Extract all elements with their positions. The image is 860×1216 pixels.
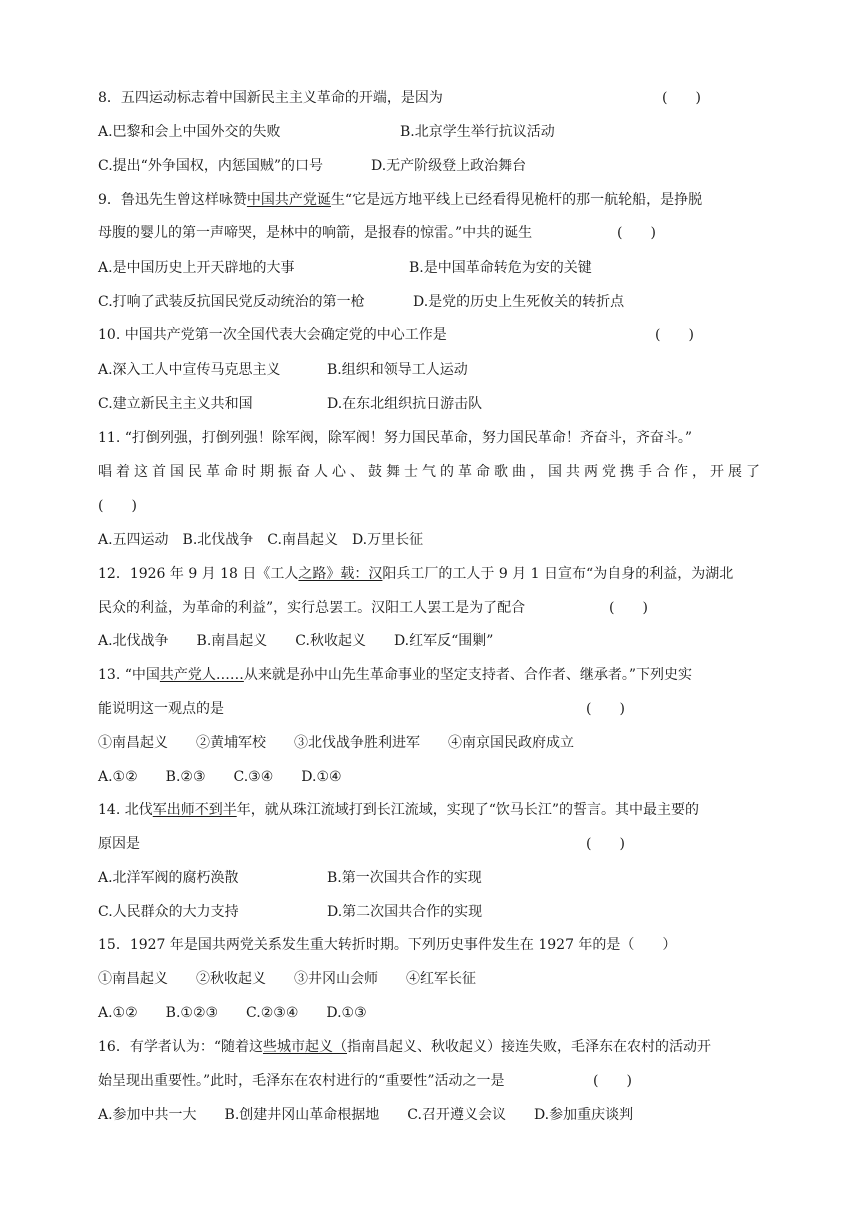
q11-line2-char: 气 <box>422 464 436 480</box>
q11-line2-char: 时 <box>242 464 256 480</box>
q16-stem-line1 <box>98 1037 711 1057</box>
q9-stem-pre: 9．鲁迅先生曾这样咏赞 <box>98 192 247 208</box>
q11-line2-char: 这 <box>134 464 148 480</box>
q12-stem-pre: 12．1926 年 9 月 18 日《工人 <box>98 566 299 582</box>
q11-line2-char: 舞 <box>386 464 400 480</box>
q8-option-d: D.无产阶级登上政治舞台 <box>371 158 527 174</box>
q14-stem-line2: 原因是 <box>98 836 140 852</box>
q9-stem-line2: 母腹的婴儿的第一声啼哭，是林中的响箭，是报春的惊雷。”中共的诞生 <box>98 225 533 241</box>
q12-stem-line2: 民众的利益，为革命的利益”，实行总罢工。汉阳工人罢工是为了配合 <box>98 600 526 616</box>
q11-line2-char: 期 <box>260 464 274 480</box>
q11-line2-char: 命 <box>224 464 238 480</box>
q11-line2-char: 作 <box>674 464 688 480</box>
q11-line2-char: 国 <box>170 464 184 480</box>
q11-line2-char: 奋 <box>296 464 310 480</box>
q11-answer-blank: ( ) <box>98 498 137 514</box>
q8-answer-blank: ( ) <box>662 90 701 106</box>
q10-option-d: D.在东北组织抗日游击队 <box>327 396 483 412</box>
q11-line2-char: 手 <box>638 464 652 480</box>
q12-stem-line1 <box>98 564 733 584</box>
q11-line2-char: 人 <box>314 464 328 480</box>
q11-line2-char: 共 <box>566 464 580 480</box>
q16-options: A.参加中共一大 B.创建井冈山革命根据地 C.召开遵义会议 D.参加重庆谈判 <box>98 1107 634 1123</box>
q11-line2-char: 开 <box>710 464 724 480</box>
q11-line2-char: 士 <box>404 464 418 480</box>
q14-stem-underlined: 军出师不到半 <box>152 802 237 818</box>
q10-stem: 10. 中国共产党第一次全国代表大会确定党的中心工作是 <box>98 327 447 343</box>
q11-line2-char: 合 <box>656 464 670 480</box>
q16-stem-post: 指南昌起义、秋收起义）接连失败，毛泽东在农村的活动开 <box>346 1039 711 1055</box>
q9-option-b: B.是中国革命转危为安的关键 <box>409 260 592 276</box>
q14-stem-line1 <box>98 800 699 820</box>
q11-line2-char: 了 <box>746 464 760 480</box>
q15-stem: 15．1927 年是国共两党关系发生重大转折时期。下列历史事件发生在 1927 年的是（ ） <box>98 937 677 953</box>
q16-stem-line2: 始呈现出重要性。”此时，毛泽东在农村进行的“重要性”活动之一是 <box>98 1073 505 1089</box>
q11-line2-char: ， <box>692 464 706 480</box>
q10-answer-blank: ( ) <box>655 327 694 343</box>
q10-option-b: B.组织和领导工人运动 <box>327 362 468 378</box>
q8-stem: 8．五四运动标志着中国新民主主义革命的开端，是因为 <box>98 90 443 106</box>
q10-option-c: C.建立新民主主义共和国 <box>98 396 253 412</box>
q11-line2-char: 首 <box>152 464 166 480</box>
q11-stem-line1: 11. “打倒列强，打倒列强！除军阀，除军阀！努力国民革命，努力国民革命！齐奋斗，齐奋斗。” <box>98 430 693 446</box>
q11-line2-char: 歌 <box>494 464 508 480</box>
q9-answer-blank: ( ) <box>617 225 656 241</box>
q11-line2-char: 党 <box>602 464 616 480</box>
q8-option-b: B.北京学生举行抗议活动 <box>400 124 555 140</box>
q11-line2-char: 命 <box>476 464 490 480</box>
q13-items: ①南昌起义 ②黄埔军校 ③北伐战争胜利进军 ④南京国民政府成立 <box>98 735 574 751</box>
q11-options: A.五四运动 B.北伐战争 C.南昌起义 D.万里长征 <box>98 532 424 548</box>
q16-answer-blank: ( ) <box>593 1073 632 1089</box>
q16-stem-pre: 16．有学者认为：“随着这 <box>98 1039 263 1055</box>
q13-stem-pre: 13. “中国 <box>98 667 160 683</box>
q13-answer-blank: ( ) <box>586 701 625 717</box>
q14-answer-blank: ( ) <box>586 836 625 852</box>
q11-line2-char: 心 <box>332 464 346 480</box>
q11-line2-char: 革 <box>458 464 472 480</box>
q12-options: A.北伐战争 B.南昌起义 C.秋收起义 D.红军反“围剿” <box>98 633 494 649</box>
q8-option-a: A.巴黎和会上中国外交的失败 <box>98 124 281 140</box>
q11-line2-char: 着 <box>116 464 130 480</box>
q14-stem-pre: 14. 北伐 <box>98 802 153 818</box>
q16-stem-underlined: 些城市起义（ <box>262 1039 347 1055</box>
q15-items: ①南昌起义 ②秋收起义 ③井冈山会师 ④红军长征 <box>98 971 476 987</box>
q11-line2-char: 唱 <box>98 464 112 480</box>
q9-option-d: D.是党的历史上生死攸关的转折点 <box>413 294 625 310</box>
q11-stem-line2 <box>98 462 760 482</box>
q11-line2-char: ， <box>530 464 544 480</box>
q11-line2-char: 两 <box>584 464 598 480</box>
q13-stem-line1 <box>98 665 692 685</box>
q11-line2-char: 、 <box>350 464 364 480</box>
q11-line2-char: 曲 <box>512 464 526 480</box>
q12-stem-underlined: 之路》载：汉 <box>298 566 383 582</box>
q9-stem-post: 生“它是远方地平线上已经看得见桅杆的那一航轮船，是挣脱 <box>330 192 703 208</box>
q15-options: A.①② B.①②③ C.②③④ D.①③ <box>98 1005 367 1021</box>
q14-option-c: C.人民群众的大力支持 <box>98 904 239 920</box>
q11-line2-char: 展 <box>728 464 742 480</box>
q14-option-d: D.第二次国共合作的实现 <box>327 904 483 920</box>
q14-option-b: B.第一次国共合作的实现 <box>327 870 482 886</box>
q10-option-a: A.深入工人中宣传马克思主义 <box>98 362 281 378</box>
q8-option-c: C.提出“外争国权，内惩国贼”的口号 <box>98 158 323 174</box>
q11-line2-char: 革 <box>206 464 220 480</box>
q13-stem-underlined: 共产党人…… <box>159 667 244 683</box>
q13-stem-line2: 能说明这一观点的是 <box>98 701 224 717</box>
q9-option-c: C.打响了武装反抗国民党反动统治的第一枪 <box>98 294 365 310</box>
q11-line2-char: 国 <box>548 464 562 480</box>
q11-line2-char: 的 <box>440 464 454 480</box>
q11-line2-char: 鼓 <box>368 464 382 480</box>
q9-option-a: A.是中国历史上开天辟地的大事 <box>98 260 295 276</box>
q11-line2-char: 携 <box>620 464 634 480</box>
q11-line2-char: 振 <box>278 464 292 480</box>
q12-stem-post: 阳兵工厂的工人于 9 月 1 日宣布“为自身的利益，为湖北 <box>382 566 734 582</box>
q11-line2-char: 民 <box>188 464 202 480</box>
q14-stem-post: 年，就从珠江流域打到长江流域，实现了“饮马长江”的誓言。其中最主要的 <box>236 802 700 818</box>
q12-answer-blank: ( ) <box>609 600 648 616</box>
q13-options: A.①② B.②③ C.③④ D.①④ <box>98 769 342 785</box>
q13-stem-post: 从来就是孙中山先生革命事业的坚定支持者、合作者、继承者。”下列史实 <box>243 667 693 683</box>
q9-stem-underlined: 中国共产党诞 <box>246 192 331 208</box>
q9-stem-line1 <box>98 190 702 210</box>
q14-option-a: A.北洋军阀的腐朽涣散 <box>98 870 239 886</box>
